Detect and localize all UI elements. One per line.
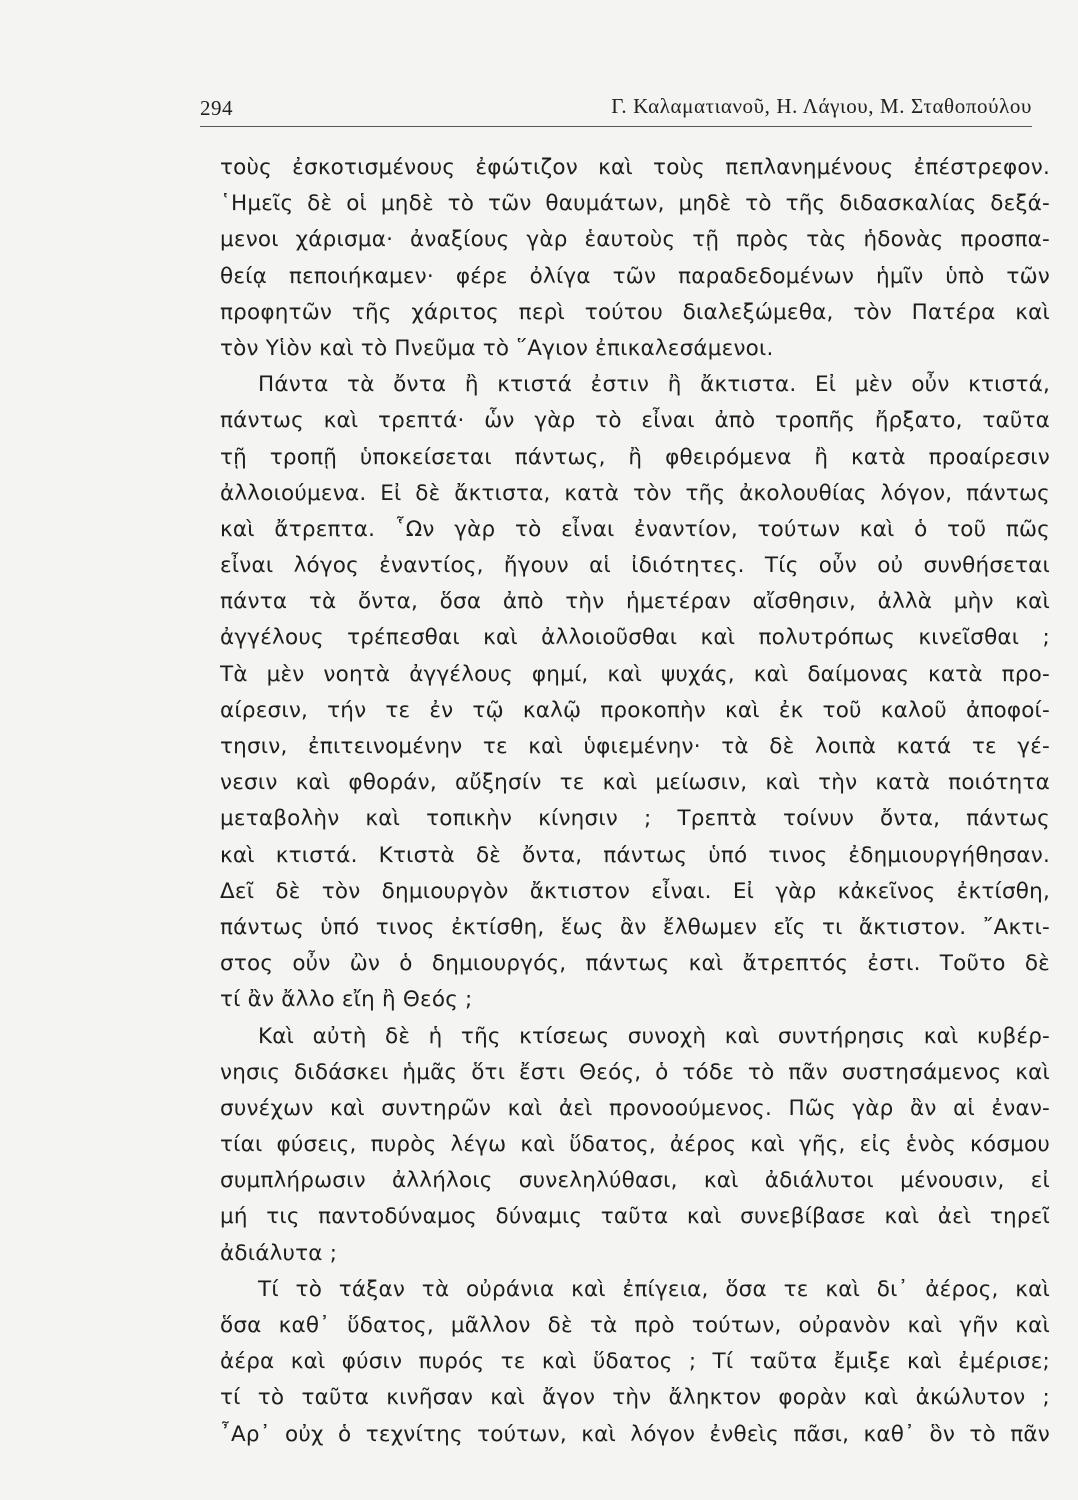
text-line: νησις διδάσκει ἡμᾶς ὅτι ἔστι Θεός, ὁ τόδε τὸ πᾶν συστησάμενος καὶ [220, 1059, 1050, 1085]
text-line: πάντα τὰ ὄντα, ὅσα ἀπὸ τὴν ἡμετέραν αἴσθησιν, ἀλλὰ μὴν καὶ [220, 589, 1050, 615]
text-line: τίαι φύσεις, πυρὸς λέγω καὶ ὕδατος, ἀέρος καὶ γῆς, εἰς ἑνὸς κόσμου [220, 1132, 1050, 1158]
text-line: νεσιν καὶ φθοράν, αὔξησίν τε καὶ μείωσιν, καὶ τὴν κατὰ ποιότητα [220, 770, 1050, 796]
text-line: πάντως καὶ τρεπτά· ὧν γὰρ τὸ εἶναι ἀπὸ τροπῆς ἤρξατο, ταῦτα [220, 408, 1050, 434]
text-line: ἀέρα καὶ φύσιν πυρός τε καὶ ὕδατος ; Τί ταῦτα ἔμιξε καὶ ἐμέρισε; [220, 1349, 1050, 1375]
header-authors: Γ. Καλαματιανοῦ, Η. Λάγιου, Μ. Σταθοπούλου [611, 94, 1032, 118]
text-line: συνέχων καὶ συντηρῶν καὶ ἀεὶ προνοούμενος. Πῶς γὰρ ἂν αἱ ἐναν- [220, 1095, 1050, 1121]
text-line: τί τὸ ταῦτα κινῆσαν καὶ ἄγον τὴν ἄληκτον φορὰν καὶ ἀκώλυτον ; [220, 1385, 1050, 1411]
body-text [220, 150, 1050, 1453]
text-line: καὶ κτιστά. Κτιστὰ δὲ ὄντα, πάντως ὑπό τινος ἐδημιουργήθησαν. [220, 842, 1050, 868]
text-line: τοὺς ἐσκοτισμένους ἐφώτιζον καὶ τοὺς πεπλανημένους ἐπέστρεφον. [220, 155, 1050, 180]
text-line: μενοι χάρισμα· ἀναξίους γὰρ ἑαυτοὺς τῇ πρὸς τὰς ἡδονὰς προσπα- [220, 227, 1050, 253]
text-line: στος οὖν ὢν ὁ δημιουργός, πάντως καὶ ἄτρεπτός ἐστι. Τοῦτο δὲ [220, 951, 1050, 977]
text-line: τὸν Υἱὸν καὶ τὸ Πνεῦμα τὸ ῞Αγιον ἐπικαλεσάμενοι. [220, 335, 774, 361]
text-line: προφητῶν τῆς χάριτος περὶ τούτου διαλεξώμεθα, τὸν Πατέρα καὶ [220, 299, 1050, 325]
text-line: ὅσα καθ᾿ ὕδατος, μᾶλλον δὲ τὰ πρὸ τούτων, οὐρανὸν καὶ γῆν καὶ [220, 1313, 1050, 1338]
text-line: ἀδιάλυτα ; [220, 1240, 338, 1266]
text-line: Τὰ μὲν νοητὰ ἀγγέλους φημί, καὶ ψυχάς, καὶ δαίμονας κατὰ προ- [220, 661, 1050, 687]
text-line: Δεῖ δὲ τὸν δημιουργὸν ἄκτιστον εἶναι. Εἰ γὰρ κἀκεῖνος ἐκτίσθη, [220, 878, 1050, 904]
text-line: συμπλήρωσιν ἀλλήλοις συνεληλύθασι, καὶ ἀδιάλυτοι μένουσιν, εἰ [220, 1168, 1050, 1194]
text-line: ῏Αρ᾿ οὐχ ὁ τεχνίτης τούτων, καὶ λόγον ἐνθεὶς πᾶσι, καθ᾿ ὃν τὸ πᾶν [220, 1421, 1050, 1447]
text-line: τί ἂν ἄλλο εἴη ἢ Θεός ; [220, 987, 473, 1013]
text-line: καὶ ἄτρεπτα. ῟Ων γὰρ τὸ εἶναι ἐναντίον, τούτων καὶ ὁ τοῦ πῶς [220, 516, 1050, 542]
text-line: Τί τὸ τάξαν τὰ οὐράνια καὶ ἐπίγεια, ὅσα τε καὶ δι᾿ ἀέρος, καὶ [258, 1276, 1050, 1302]
text-line: μεταβολὴν καὶ τοπικὴν κίνησιν ; Τρεπτὰ τοίνυν ὄντα, πάντως [220, 806, 1050, 832]
text-line: ἀγγέλους τρέπεσθαι καὶ ἀλλοιοῦσθαι καὶ πολυτρόπως κινεῖσθαι ; [220, 625, 1050, 651]
header-rule [200, 126, 1032, 127]
text-line: θείᾳ πεποιήκαμεν· φέρε ὀλίγα τῶν παραδεδομένων ἡμῖν ὑπὸ τῶν [220, 263, 1050, 289]
text-line: πάντως ὑπό τινος ἐκτίσθη, ἕως ἂν ἔλθωμεν εἴς τι ἄκτιστον. ῎Ακτι- [220, 914, 1050, 940]
text-line: Καὶ αὐτὴ δὲ ἡ τῆς κτίσεως συνοχὴ καὶ συντήρησις καὶ κυβέρ- [258, 1023, 1050, 1049]
text-line: Πάντα τὰ ὄντα ἢ κτιστά ἐστιν ἢ ἄκτιστα. Εἰ μὲν οὖν κτιστά, [258, 372, 1050, 398]
page-number: 294 [200, 96, 233, 120]
text-line: ἀλλοιούμενα. Εἰ δὲ ἄκτιστα, κατὰ τὸν τῆς ἀκολουθίας λόγον, πάντως [220, 480, 1050, 506]
running-header [200, 96, 1032, 128]
text-line: τησιν, ἐπιτεινομένην τε καὶ ὑφιεμένην· τὰ δὲ λοιπὰ κατά τε γέ- [220, 734, 1050, 759]
text-line: ῾Ημεῖς δὲ οἱ μηδὲ τὸ τῶν θαυμάτων, μηδὲ τὸ τῆς διδασκαλίας δεξά- [220, 191, 1050, 217]
text-line: αίρεσιν, τήν τε ἐν τῷ καλῷ προκοπὴν καὶ ἐκ τοῦ καλοῦ ἀποφοί- [220, 697, 1050, 723]
text-line: εἶναι λόγος ἐναντίος, ἤγουν αἱ ἰδιότητες. Τίς οὖν οὐ συνθήσεται [220, 553, 1050, 579]
text-line: τῇ τροπῇ ὑποκείσεται πάντως, ἢ φθειρόμενα ἢ κατὰ προαίρεσιν [220, 444, 1050, 470]
text-line: μή τις παντοδύναμος δύναμις ταῦτα καὶ συνεβίβασε καὶ ἀεὶ τηρεῖ [220, 1204, 1050, 1230]
